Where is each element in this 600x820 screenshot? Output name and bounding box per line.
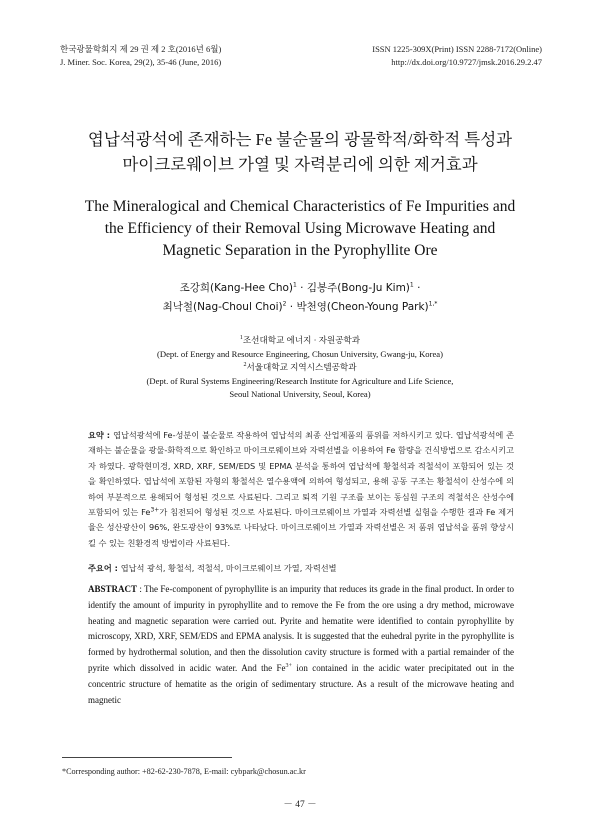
journal-citation: J. Miner. Soc. Korea, 29(2), 35-46 (June, 2016)	[60, 57, 222, 67]
journal-header-left	[60, 43, 221, 69]
journal-name-korean: 한국광물학회지 제 29 권 제 2 호(2016년 6월)	[60, 44, 222, 54]
author-name: 김봉주(Bong-Ju Kim)	[306, 282, 410, 294]
author-affiliation-mark: 1	[293, 281, 297, 289]
title-english-line: the Efficiency of their Removal Using Microwave Heating and	[104, 220, 496, 237]
corresponding-author-footnote: *Corresponding author: +82-62-230-7878, E-mail: cybpark@chosun.ac.kr	[62, 767, 306, 776]
title-english-line: The Mineralogical and Chemical Characteristics of Fe Impurities and	[84, 198, 516, 215]
title-english-line: Magnetic Separation in the Pyrophyllite Ore	[162, 242, 438, 259]
author-affiliation-mark: 2	[282, 300, 287, 308]
journal-header-right	[372, 43, 542, 69]
superscript: 3+	[285, 662, 292, 669]
author-separator: ·	[296, 282, 307, 294]
author-name: 최낙철(Nag-Choul Choi)	[162, 301, 283, 313]
title-korean-line: 마이크로웨이브 가열 및 자력분리에 의한 제거효과	[122, 155, 478, 174]
abstract-english-label: ABSTRACT	[88, 584, 138, 594]
author-line	[0, 279, 600, 298]
superscript: 3+	[150, 506, 160, 514]
abstract-english: ABSTRACT : The Fe-component of pyrophyllite is an impurity that reduces its grade in the final product. In order to identify the amount of impurity in pyrophyllite and to remove the Fe from the ore using a dry method, microwave heating and magnetic separation were carried out. Pyrite and hematite were identified to contain pyrophyllite by microscopy, XRD, XRF, SEM/EDS and EPMA analysis. It is suggested that the euhedral pyrite in the pyrophyllite is formed by hydrothermal solution, and then the dissolution cavity structure is formed with a partial remainder of the pyrite which dissolved in acidic water. And the $Fe^{3+}$ ion contained in the acidic water precipitated out in the concentric structure of hematite as the origin of sedimentary structure. As a result of the microwave heating and magnetic	[88, 584, 515, 705]
keywords-label: 주요어 :	[88, 563, 121, 573]
affiliation-english: (Dept. of Energy and Resource Engineering, Chosun University, Gwang-ju, Korea)	[157, 348, 443, 359]
abstract-korean-label: 요약 :	[88, 430, 114, 440]
affiliation-korean: $^1$조선대학교 에너지 · 자원공학과	[239, 335, 361, 345]
footnote-divider	[62, 757, 232, 758]
author-name: 조강희(Kang-Hee Cho)	[179, 282, 293, 294]
title-english	[0, 196, 600, 262]
author-affiliation-mark: 1	[409, 281, 414, 289]
title-korean	[0, 127, 600, 177]
author-separator: ·	[413, 282, 421, 294]
affiliation-korean: $^2$서울대학교 지역시스템공학과	[243, 362, 357, 372]
doi-link[interactable]: http://dx.doi.org/10.9727/jmsk.2016.29.2.47	[391, 57, 542, 67]
author-name: 박천영(Cheon-Young Park)	[296, 301, 429, 313]
keywords-korean: 주요어 : 엽납석 광석, 황철석, 적철석, 마이크로웨이브 가열, 자력선별	[88, 563, 337, 573]
author-separator: ·	[286, 301, 297, 313]
title-korean-line: 엽납석광석에 존재하는 Fe 불순물의 광물학적/화학적 특성과	[87, 130, 513, 149]
affiliations	[0, 334, 600, 402]
affiliation-english: (Dept. of Rural Systems Engineering/Research Institute for Agriculture and Life Science,	[146, 375, 454, 386]
author-line	[0, 298, 600, 317]
author-list	[0, 279, 600, 317]
issn: ISSN 1225-309X(Print) ISSN 2288-7172(Online)	[372, 44, 542, 54]
abstract-korean: 요약 : 엽납석광석에 Fe-성분이 불순물로 작용하여 엽납석의 최종 산업제품의 품위를 저하시키고 있다. 엽납석광석에 존재하는 불순물을 광물-화학적으로 확인하고 마이크로웨이브와 자력선별을 이용하여 Fe 함량을 건식방법으로 감소시키고자 하였다. 광학현미경, XRD, XRF, SEM/EDS 및 EPMA 분석을 통하여 엽납석에 황철석과 적철석이 포함되어 있는 것을 확인하였다. 엽납석에 포함된 자형의 황철석은 열수용액에 의하여 형성되고, 용해 공동 구조는 황철석이 산성수에 의하여 부분적으로 용해되어 형성된 것으로 사료된다. 그리고 퇴적 기원 구조를 보이는 동심원 구조의 적철석은 산성수에 포함되어 있는 $Fe^{3+}$가 침전되어 형성된 것으로 사료된다. 마이크로웨이브 가열과 자력선별 실험을 수행한 결과 Fe 제거율은 성산광산이 96%, 완도광산이 93%로 나타났다. 마이크로웨이브 가열과 자력선별은 저 품위 엽납석을 품위 향상시킬 수 있는 친환경적 방법이라 사료된다.	[88, 430, 514, 548]
page-number: － 47 －	[283, 800, 317, 810]
affiliation-english: Seoul National University, Seoul, Korea)	[229, 389, 371, 399]
author-affiliation-mark: 1,*	[428, 300, 438, 308]
affiliation-mark: 1	[239, 335, 243, 342]
affiliation-mark: 2	[243, 362, 247, 369]
